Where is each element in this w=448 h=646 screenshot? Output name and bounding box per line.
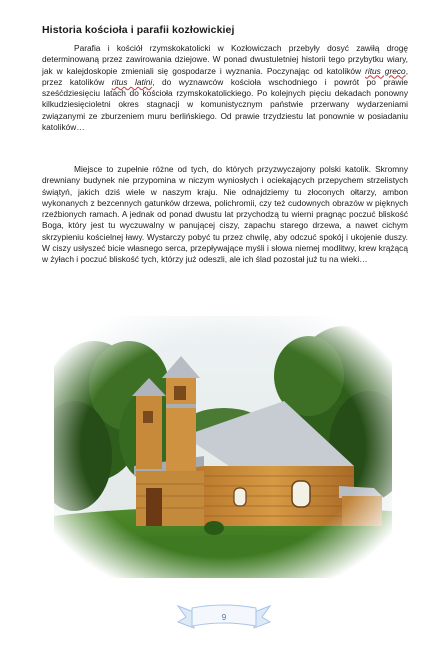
italic-term: ritus greco (365, 65, 406, 76)
text-run: Parafia i kościół rzymskokatolicki w Kozłowiczach przebyły dosyć zawiłą drogę determinowaną przez zawirowania dziejowe. W ponad dwustuletniej historii tego przybytku wiary, jak w kalejdoskopie zmieniali się gospodarze i wyznania. Poczynając od katolików (42, 43, 408, 76)
paragraph-description (42, 164, 408, 266)
church-photo (54, 316, 392, 578)
text-run: , przez katolików (42, 65, 409, 87)
text-run: , do wyznawców kościoła wschodniego i powrót po prawie sześćdziesięciu latach do kościoła rzymskokatolickiego. Po kolejnych pięciu dekadach ponowny kilkudziesięcioletni okres stagnacji w komunistycznym państwie przerwany wydarzeniami związanymi ze zburzeniem muru berlińskiego. Od prawie trzydziestu lat ponownie w posiadaniu katolików… (42, 76, 408, 133)
paragraph-history (42, 43, 408, 133)
page-title: Historia kościoła i parafii kozłowickiej (42, 24, 235, 36)
text-run: Miejsce to zupełnie różne od tych, do których przyzwyczajony polski katolik. Skromny drewniany budynek nie przypomina w niczym wyniosłych i ociekających przepychem strzelistych świątyń, jakich dziś wiele w naszym kraju. Nie odnajdziemy tu złoconych ołtarzy, ambon wykonanych z bezcennych gatunków drzewa, polichromii, czy też cudownych obrazów w pięknych rzeźbionych ramach. A jednak od ponad dwustu lat przychodzą tu wierni pragnąc poczuć bliskość Boga, który jest tu wyczuwalny w panującej ciszy, zapachu starego drzewa, a nawet cichym skrzypieniu kościelnej ławy. Wystarczy pobyć tu przez chwilę, aby odczuć spokój i ukojenie duszy. W ciszy usłyszeć bicie własnego serca, przepływające myśli i słowa niemej modlitwy, krew krążącą w żyłach i poczuć bliskość tych, którzy już odeszli, ale ich ślad pozostał już tu na wieki… (42, 164, 408, 265)
page-number: 9 (221, 613, 227, 622)
italic-term: ritus latini (111, 76, 153, 87)
